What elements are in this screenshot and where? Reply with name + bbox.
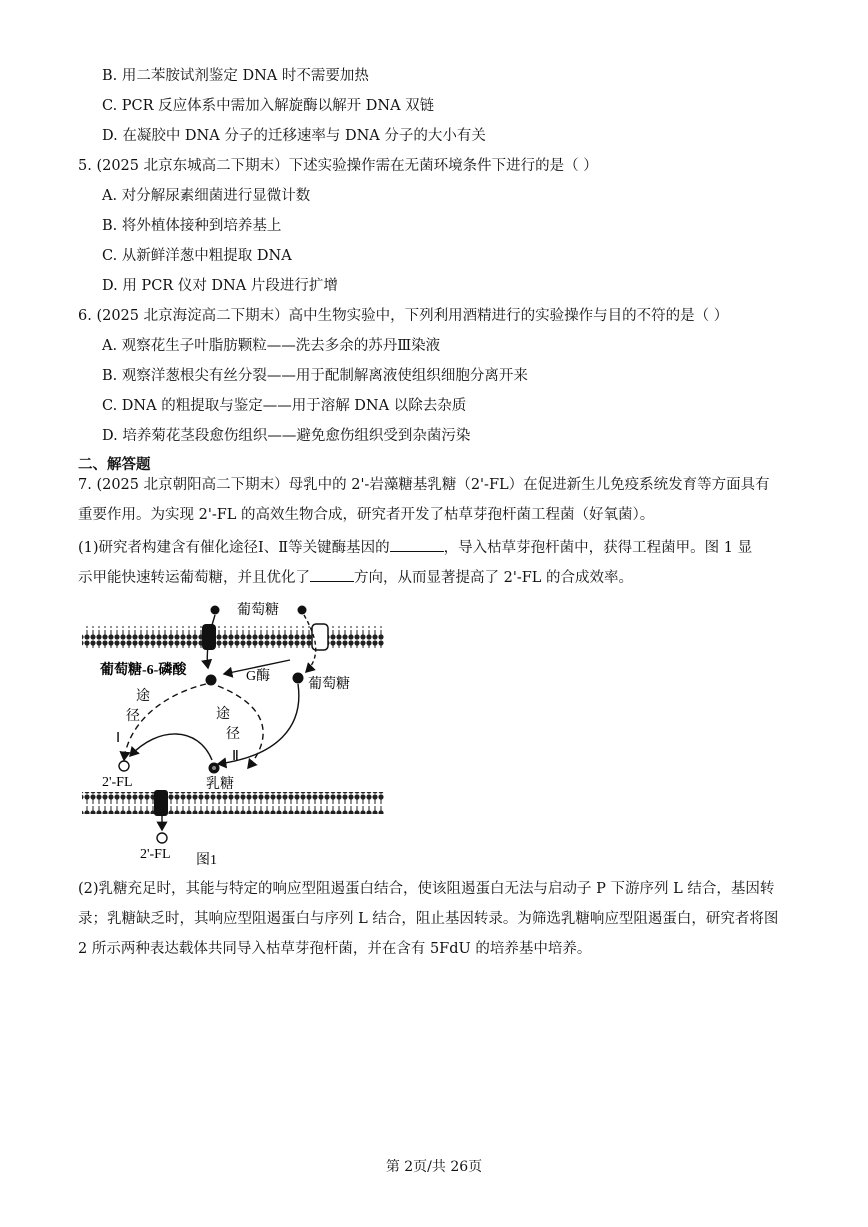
pathway-2-arrow [218,686,263,768]
pathway-2-char-3: Ⅱ [232,749,239,764]
q5-option-c: C. 从新鲜洋葱中粗提取 DNA [102,248,292,264]
top-membrane [82,626,384,648]
q7-part1-text-d: 方向，从而显著提高了 2'-FL 的合成效率。 [354,570,634,586]
glucose-inside-dot [293,673,304,684]
g-enzyme-label: G酶 [246,669,271,684]
exporter [154,790,168,816]
2fl-outside-label: 2'-FL [140,847,171,862]
2fl-inside-dot [119,761,129,771]
glucose-top-label: 葡萄糖 [237,603,279,618]
q4-option-c: C. PCR 反应体系中需加入解旋酶以解开 DNA 双链 [102,98,435,114]
q4-option-b: B. 用二苯胺试剂鉴定 DNA 时不需要加热 [102,68,369,84]
q6-option-d: D. 培养菊花茎段愈伤组织——避免愈伤组织受到杂菌污染 [102,428,471,444]
section-title: 二、解答题 [78,456,151,473]
2fl-outside-dot [157,833,167,843]
lactose-dot-core [212,766,216,770]
q7-part1-line2 [78,565,633,588]
pathway-2-char-1: 途 [216,707,230,722]
q7-stem-line1: 7. (2025 北京朝阳高二下期末）母乳中的 2'-岩藻糖基乳糖（2'-FL）在促进新生儿免疫系统发育等方面具有 [78,477,770,493]
q6-option-c: C. DNA 的粗提取与鉴定——用于溶解 DNA 以除去杂质 [102,398,467,414]
q7-part1-text-a: (1)研究者构建含有催化途径Ⅰ、Ⅱ等关键酶基因的 [78,540,390,556]
q6-option-b: B. 观察洋葱根尖有丝分裂——用于配制解离液使组织细胞分离开来 [102,368,528,384]
answer-blank-2[interactable] [310,565,354,582]
pathway-1-char-1: 途 [136,689,150,704]
page-footer: 第 2页/共 26页 [385,1159,483,1175]
figure-1-diagram [78,596,390,868]
glucose-left-dot [211,606,220,615]
q6-option-a: A. 观察花生子叶脂肪颗粒——洗去多余的苏丹Ⅲ染液 [102,338,441,354]
q7-stem-line2: 重要作用。为实现 2'-FL 的高效生物合成，研究者开发了枯草芽孢杆菌工程菌（好氧菌）。 [78,507,655,523]
q4-option-d: D. 在凝胶中 DNA 分子的迁移速率与 DNA 分子的大小有关 [102,128,486,144]
g6p-label: 葡萄糖-6-磷酸 [100,663,187,678]
q6-stem: 6. (2025 北京海淀高二下期末）高中生物实验中，下列利用酒精进行的实验操作与目的不符的是（ ） [78,308,729,324]
g6p-dot [206,675,217,686]
2fl-inside-label: 2'-FL [102,775,133,790]
answer-blank-1[interactable] [390,535,444,552]
q7-part1-text-c: 示甲能快速转运葡萄糖，并且优化了 [78,570,310,586]
glucose-right-label: 葡萄糖 [308,677,350,692]
arrow-glucose-to-lactose [218,684,299,764]
pathway-2-char-2: 径 [226,727,240,742]
figure-1-caption: 图1 [196,853,217,868]
arrow-lactose-to-2fl [130,734,212,760]
pathway-1-char-2: 径 [126,709,140,724]
q7-part1-text-b: ，导入枯草芽孢杆菌中，获得工程菌甲。图 1 显 [443,540,753,556]
q5-option-b: B. 将外植体接种到培养基上 [102,218,282,234]
lactose-label: 乳糖 [206,777,234,792]
q5-option-a: A. 对分解尿素细菌进行显微计数 [102,188,311,204]
q5-stem: 5. (2025 北京东城高二下期末）下述实验操作需在无菌环境条件下进行的是（ ） [78,158,598,174]
q7-part1-line1 [78,535,752,558]
glucose-right-dot [298,606,307,615]
bottom-membrane [82,792,384,814]
q7-part2: (2)乳糖充足时，其能与特定的响应型阻遏蛋白结合，使该阻遏蛋白无法与启动子 P 下游序列 L 结合，基因转录；乳糖缺乏时，其响应型阻遏蛋白与序列 L 结合，阻止基因转录。为筛选乳糖响应型阻遏蛋白，研究者将图 2 所示两种表达载体共同导入枯草芽孢杆菌，并在含有 5FdU 的培养基中培养。 [78,881,779,957]
pathway-1-char-3: Ⅰ [116,731,121,746]
q5-option-d: D. 用 PCR 仪对 DNA 片段进行扩增 [102,278,338,294]
